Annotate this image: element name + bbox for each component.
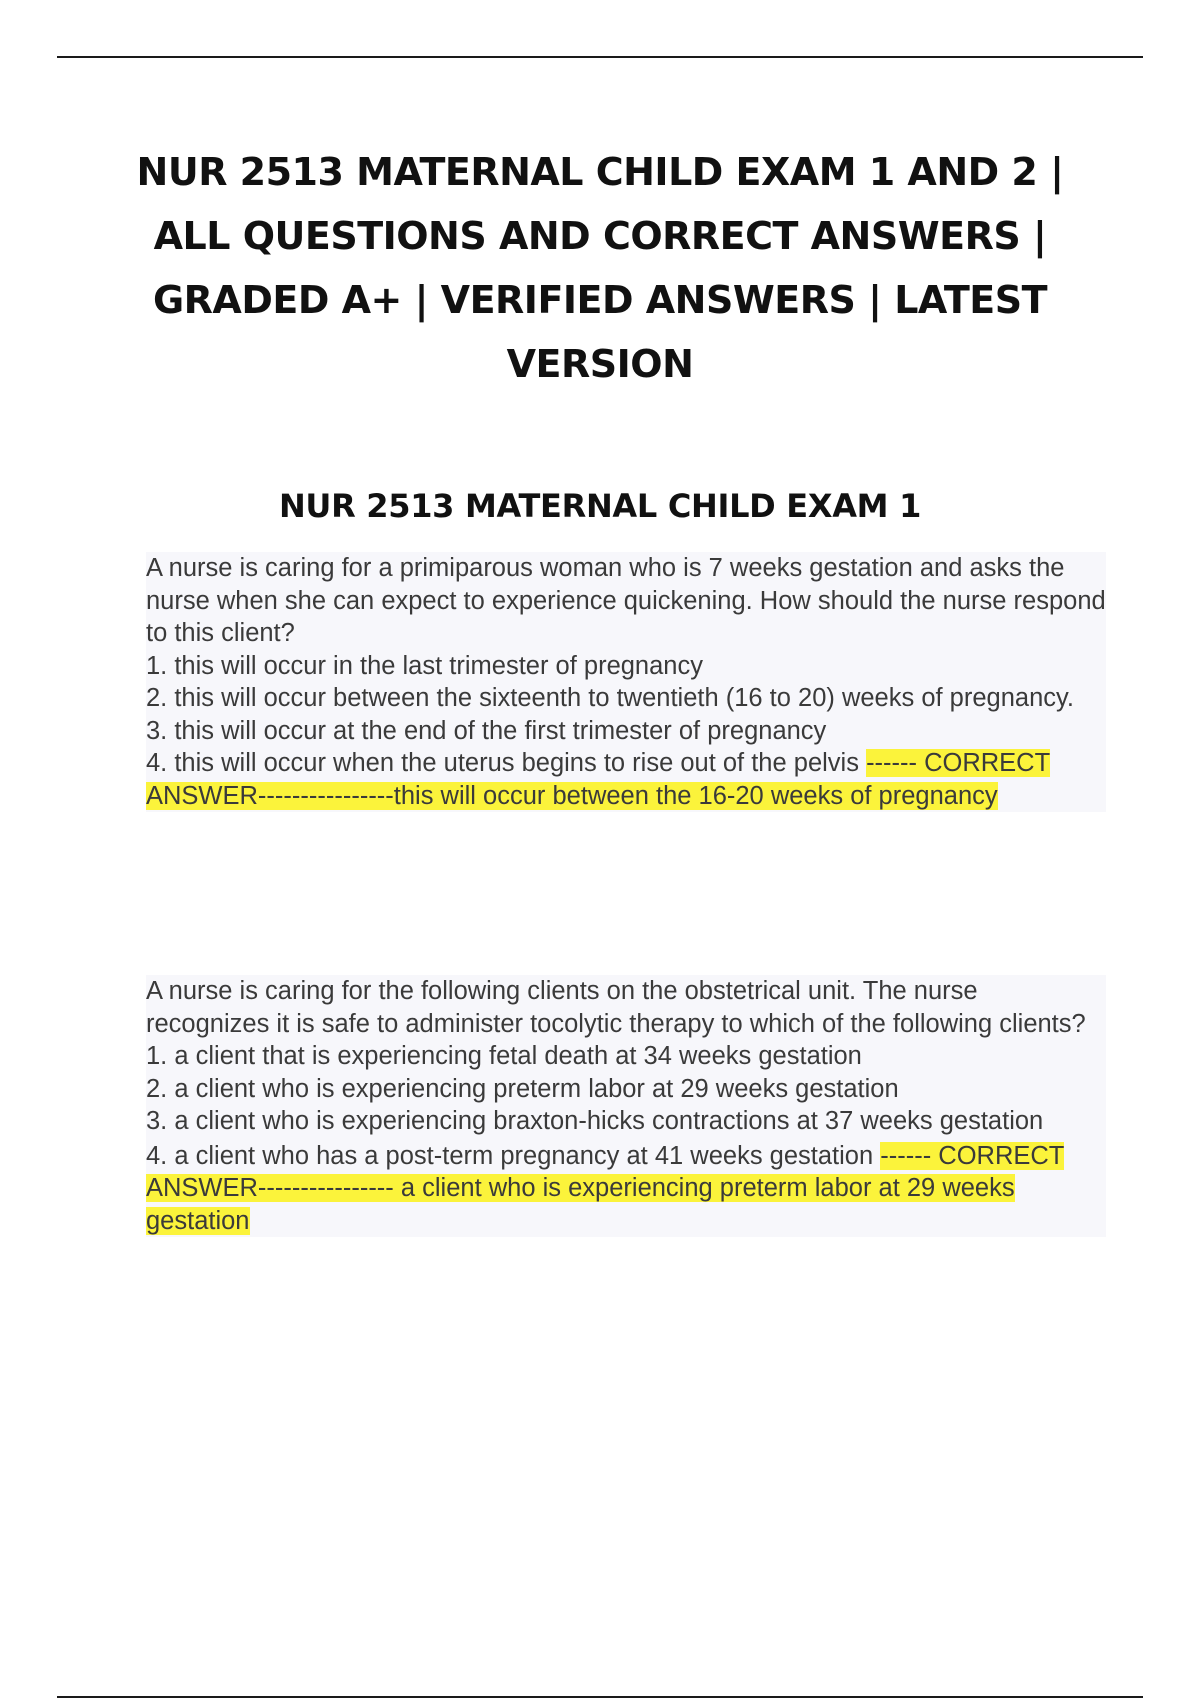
title-line: GRADED A+ | VERIFIED ANSWERS | LATEST xyxy=(152,278,1048,322)
title-line: ALL QUESTIONS AND CORRECT ANSWERS | xyxy=(153,214,1047,258)
question-block-1 xyxy=(146,552,1106,812)
document-title xyxy=(100,140,1100,396)
correct-answer-highlight: ------ CORRECT ANSWER----------------this will occur between the 16-20 weeks of pregnancy xyxy=(146,749,1051,810)
question-stem: A nurse is caring for a primiparous woman who is 7 weeks gestation and asks the nurse when she can expect to experience quickening. How should the nurse respond to this client? xyxy=(146,554,1106,647)
answer-option: 3. this will occur at the end of the first trimester of pregnancy xyxy=(146,716,827,745)
question-stem: A nurse is caring for the following clients on the obstetrical unit. The nurse recognizes it is safe to administer tocolytic therapy to which of the following clients? xyxy=(146,977,1086,1038)
question-block-2 xyxy=(146,975,1106,1237)
answer-option: 2. a client who is experiencing preterm labor at 29 weeks gestation xyxy=(146,1074,899,1103)
top-rule xyxy=(57,56,1143,58)
answer-option-last xyxy=(146,747,1106,812)
title-line: NUR 2513 MATERNAL CHILD EXAM 1 AND 2 | xyxy=(136,150,1064,194)
section-heading: NUR 2513 MATERNAL CHILD EXAM 1 xyxy=(278,487,922,525)
answer-option: 3. a client who is experiencing braxton-hicks contractions at 37 weeks gestation xyxy=(146,1107,1044,1135)
answer-option-text: 4. this will occur when the uterus begins to rise out of the pelvis xyxy=(146,749,859,777)
answer-option: 1. a client that is experiencing fetal death at 34 weeks gestation xyxy=(146,1042,862,1070)
correct-answer-highlight: ------ CORRECT ANSWER---------------- a client who is experiencing preterm labor at 29 weeks gestation xyxy=(146,1141,1065,1235)
answer-option: 1. this will occur in the last trimester of pregnancy xyxy=(146,651,703,680)
answer-option: 2. this will occur between the sixteenth to twentieth (16 to 20) weeks of pregnancy. xyxy=(146,684,1074,712)
answer-option-text: 4. a client who has a post-term pregnancy at 41 weeks gestation xyxy=(146,1141,874,1170)
bottom-rule xyxy=(57,1696,1143,1698)
answer-option-last xyxy=(146,1138,1106,1238)
title-line: VERSION xyxy=(506,342,694,386)
